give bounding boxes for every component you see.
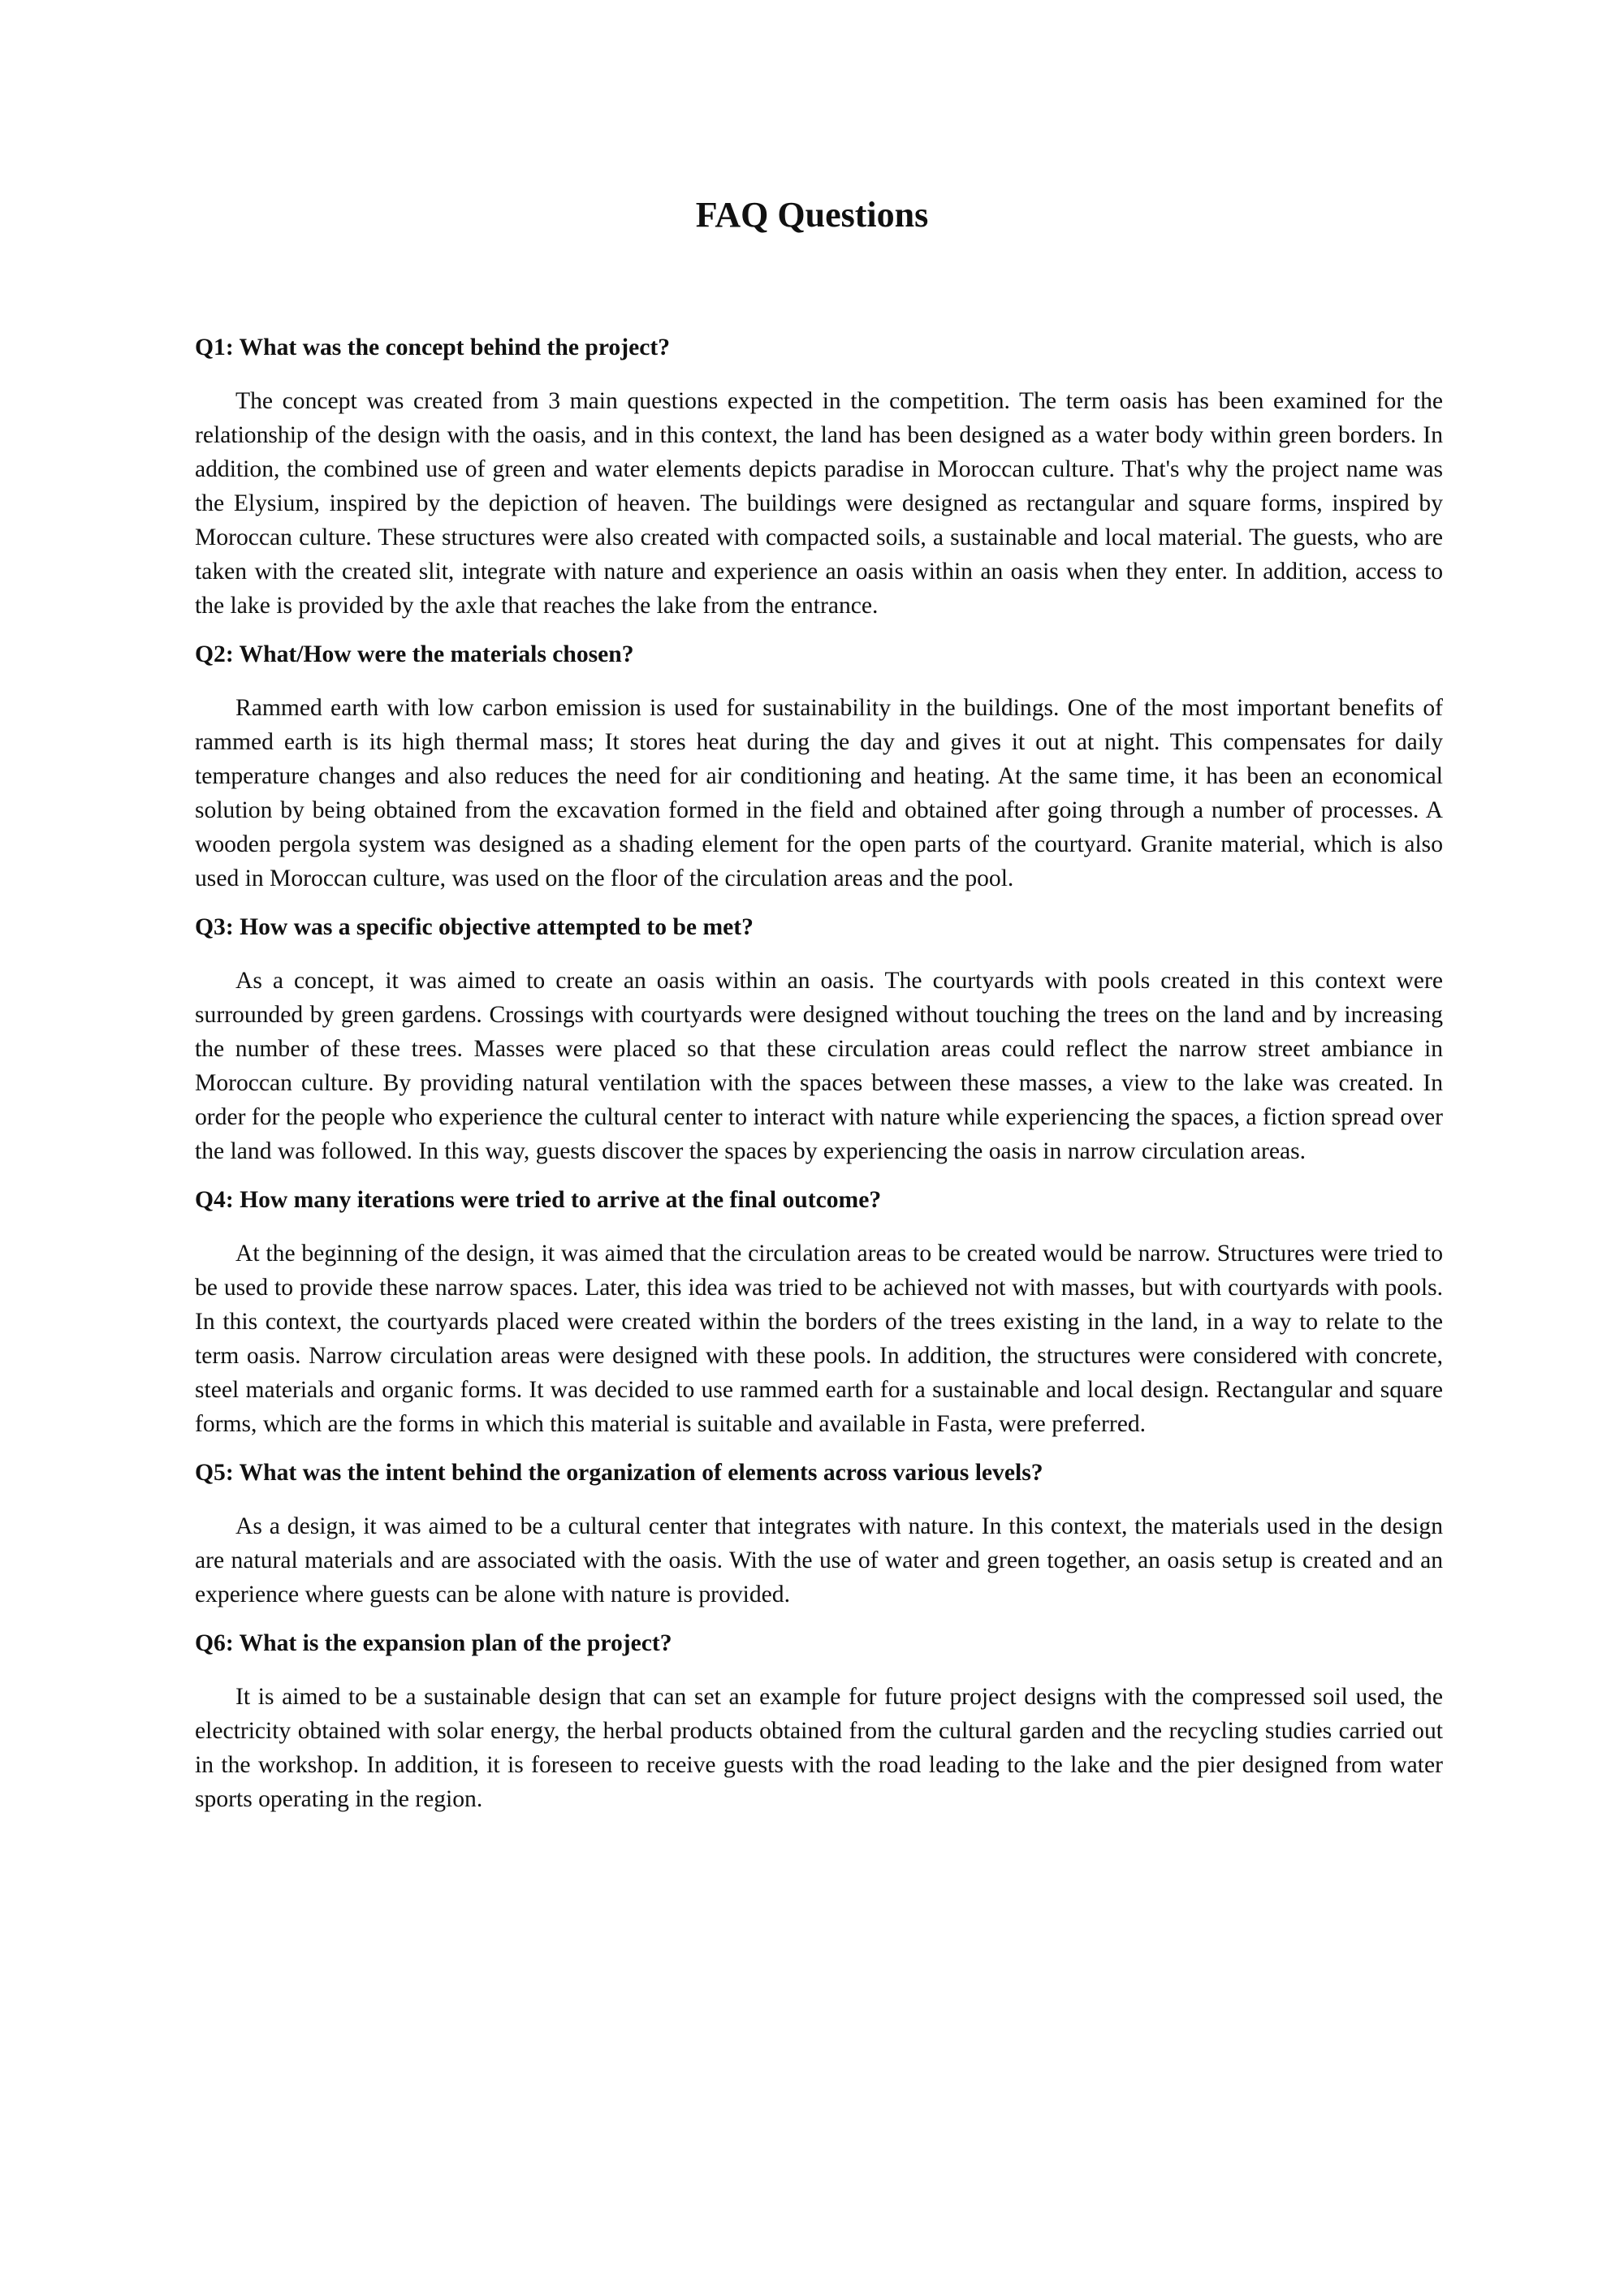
faq-question: Q5: What was the intent behind the organization of elements across various levels? — [195, 1460, 1043, 1486]
faq-question: Q1: What was the concept behind the project? — [195, 334, 671, 360]
faq-list — [195, 330, 1443, 1831]
faq-answer: At the beginning of the design, it was aimed that the circulation areas to be created would be narrow. Structures were tried to be used to provide these narrow spaces. Later, this idea was tried to be achieved not with masses, but with courtyards with pools. In this context, the courtyards placed were created within the borders of the trees existing in the land, in a way to relate to the term oasis. Narrow circulation areas were designed with these pools. In addition, the structures were considered with concrete, steel materials and organic forms. It was decided to use rammed earth for a sustainable and local design. Rectangular and square forms, which are the forms in which this material is suitable and available in Fasta, were preferred. — [195, 1241, 1443, 1437]
faq-item-q1 — [195, 330, 1443, 623]
faq-answer: As a concept, it was aimed to create an oasis within an oasis. The courtyards with pools created in this context were surrounded by green gardens. Crossings with courtyards were designed without touching the trees on the land and by increasing the number of these trees. Masses were placed so that these circulation areas could reflect the narrow street ambiance in Moroccan culture. By providing natural ventilation with the spaces between these masses, a view to the lake was created. In order for the people who experience the cultural center to interact with nature while experiencing the spaces, a fiction spread over the land was followed. In this way, guests discover the spaces by experiencing the oasis in narrow circulation areas. — [195, 968, 1443, 1164]
faq-item-q3 — [195, 910, 1443, 1168]
page-title: FAQ Questions — [695, 195, 929, 235]
faq-answer: As a design, it was aimed to be a cultural center that integrates with nature. In this context, the materials used in the design are natural materials and are associated with the oasis. With the use of water and green together, an oasis setup is created and an experience where guests can be alone with nature is provided. — [195, 1513, 1443, 1608]
faq-item-q2 — [195, 637, 1443, 896]
faq-answer: It is aimed to be a sustainable design that can set an example for future project designs with the compressed soil used, the electricity obtained with solar energy, the herbal products obtained from the cultural garden and the recycling studies carried out in the workshop. In addition, it is foreseen to receive guests with the road leading to the lake and the pier designed from water sports operating in the region. — [195, 1684, 1443, 1812]
faq-item-q6 — [195, 1626, 1443, 1816]
faq-question: Q4: How many iterations were tried to arrive at the final outcome? — [195, 1187, 882, 1213]
faq-question: Q2: What/How were the materials chosen? — [195, 641, 634, 667]
faq-question: Q3: How was a specific objective attempted to be met? — [195, 914, 754, 940]
faq-answer: Rammed earth with low carbon emission is used for sustainability in the buildings. One of the most important benefits of rammed earth is its high thermal mass; It stores heat during the day and gives it out at night. This compensates for daily temperature changes and also reduces the need for air conditioning and heating. At the same time, it has been an economical solution by being obtained from the excavation formed in the field and obtained after going through a number of processes. A wooden pergola system was designed as a shading element for the open parts of the courtyard. Granite material, which is also used in Moroccan culture, was used on the floor of the circulation areas and the pool. — [195, 695, 1443, 891]
faq-item-q4 — [195, 1183, 1443, 1441]
faq-answer: The concept was created from 3 main questions expected in the competition. The term oasis has been examined for the relationship of the design with the oasis, and in this context, the land has been designed as a water body within green borders. In addition, the combined use of green and water elements depicts paradise in Moroccan culture. That's why the project name was the Elysium, inspired by the depiction of heaven. The buildings were designed as rectangular and square forms, inspired by Moroccan culture. These structures were also created with compacted soils, a sustainable and local material. The guests, who are taken with the created slit, integrate with nature and experience an oasis within an oasis when they enter. In addition, access to the lake is provided by the axle that reaches the lake from the entrance. — [195, 388, 1443, 619]
faq-item-q5 — [195, 1456, 1443, 1612]
faq-question: Q6: What is the expansion plan of the project? — [195, 1630, 672, 1656]
